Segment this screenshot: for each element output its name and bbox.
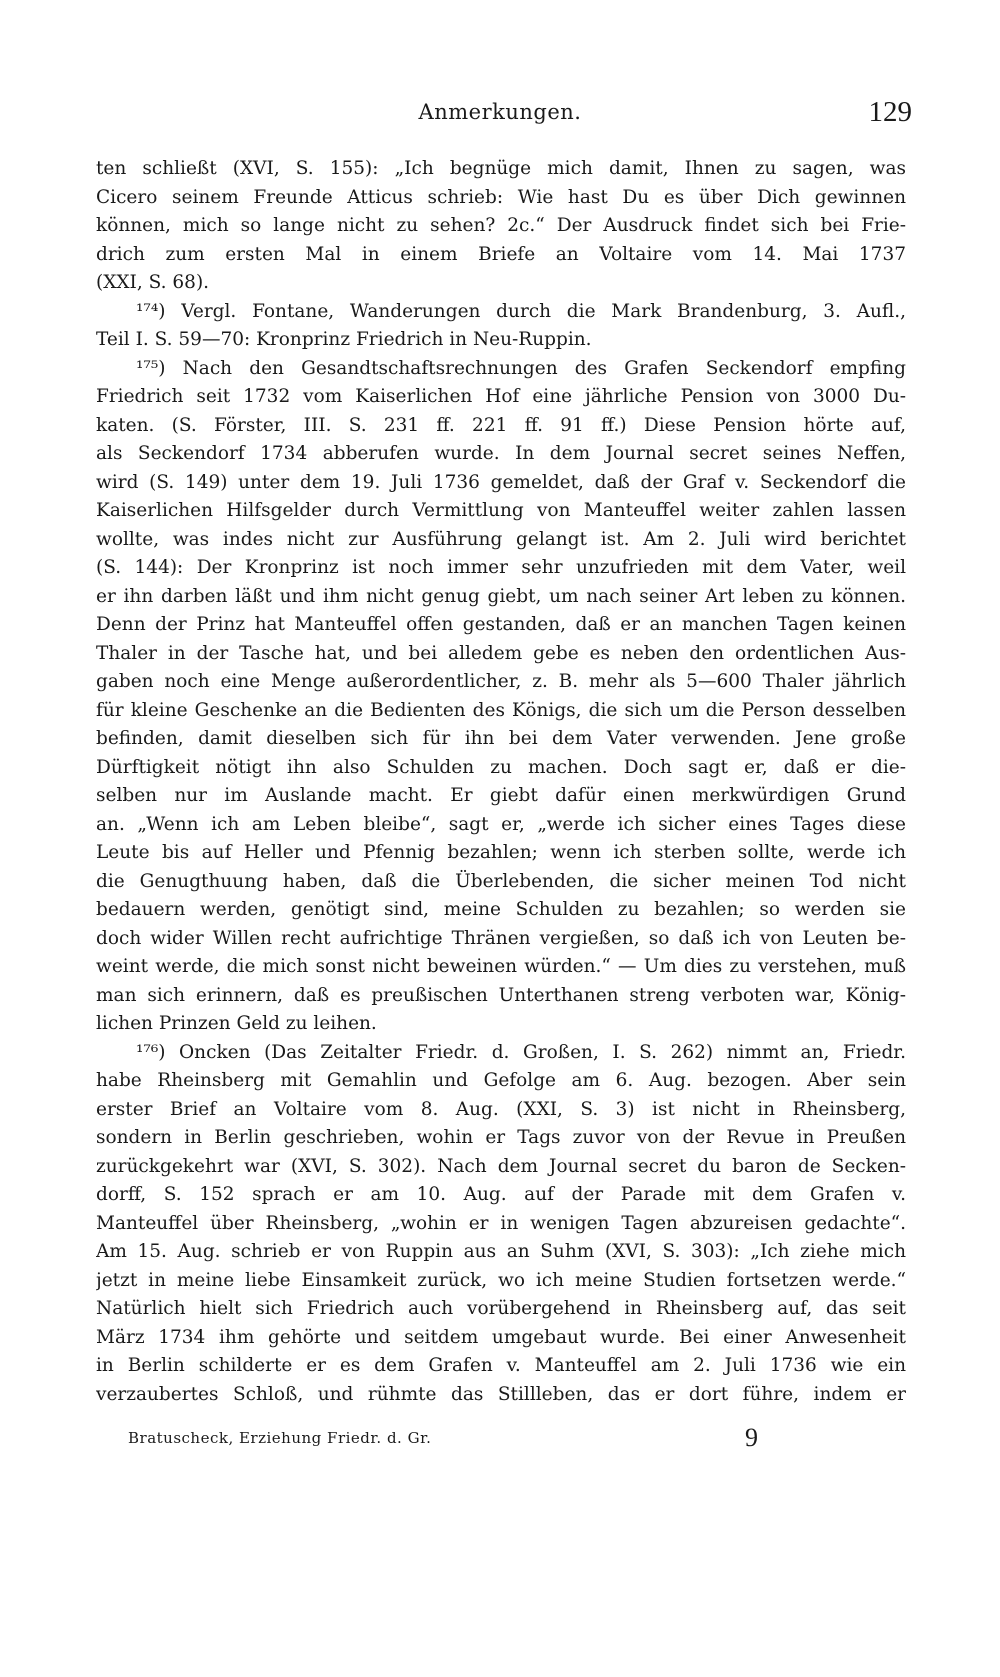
text-line: zurückgekehrt war (XVI, S. 302). Nach dem Journal secret du baron de Secken-: [96, 1155, 906, 1177]
text-line: in Berlin schilderte er es dem Grafen v. Manteuffel am 2. Juli 1736 wie ein: [96, 1355, 906, 1376]
text-line: Natürlich hielt sich Friedrich auch vorübergehend in Rheinsberg auf, das seit: [96, 1298, 906, 1319]
text-line: die Genugthuung haben, daß die Überlebenden, die sicher meinen Tod nicht: [96, 870, 906, 892]
text-line: befinden, damit dieselben sich für ihn bei dem Vater verwenden. Jene große: [96, 728, 906, 749]
text-line: selben nur im Auslande macht. Er giebt dafür einen merkwürdigen Grund: [96, 785, 906, 806]
text-line: weint werde, die mich sonst nicht beweinen würden.“ — Um dies zu verstehen, muß: [96, 956, 906, 977]
text-line: an. „Wenn ich am Leben bleibe“, sagt er, „werde ich sicher eines Tages diese: [96, 813, 906, 835]
text-line: als Seckendorf 1734 abberufen wurde. In dem Journal secret seines Neffen,: [96, 443, 906, 464]
body-text: [96, 155, 906, 1409]
text-line: wollte, was indes nicht zur Ausführung gelangt ist. Am 2. Juli wird berichtet: [96, 528, 906, 550]
text-line: (XXI, S. 68).: [96, 272, 210, 293]
text-line: Friedrich seit 1732 vom Kaiserlichen Hof eine jährliche Pension von 3000 Du-: [96, 386, 906, 407]
text-line: verzaubertes Schloß, und rühmte das Stillleben, das er dort führe, indem er: [96, 1383, 906, 1405]
text-line: man sich erinnern, daß es preußischen Unterthanen streng verboten war, König-: [96, 984, 906, 1006]
text-line: Manteuffel über Rheinsberg, „wohin er in wenigen Tagen abzureisen gedachte“.: [96, 1212, 906, 1234]
text-line: drich zum ersten Mal in einem Briefe an Voltaire vom 14. Mai 1737: [96, 243, 906, 265]
running-head: [0, 96, 1000, 136]
text-line: Teil I. S. 59—70: Kronprinz Friedrich in Neu-Ruppin.: [96, 329, 592, 350]
footnote-175: ¹⁷⁵) Nach den Gesandtschaftsrechnungen des Grafen Seckendorf empfing: [136, 357, 906, 379]
text-line: sondern in Berlin geschrieben, wohin er Tags zuvor von der Revue in Preußen: [96, 1127, 906, 1148]
text-line: er ihn darben läßt und ihm nicht genug giebt, um nach seiner Art leben zu können.: [96, 585, 906, 607]
text-line: Leute bis auf Heller und Pfennig bezahlen; wenn ich sterben sollte, werde ich: [96, 842, 906, 863]
page-footer: [128, 1423, 758, 1457]
text-line: wird (S. 149) unter dem 19. Juli 1736 gemeldet, daß der Graf v. Seckendorf die: [96, 471, 906, 493]
text-line: Kaiserlichen Hilfsgelder durch Vermittlung von Manteuffel weiter zahlen lassen: [96, 500, 906, 521]
footnote-174: ¹⁷⁴) Vergl. Fontane, Wanderungen durch die Mark Brandenburg, 3. Aufl.,: [136, 300, 906, 322]
text-line: (S. 144): Der Kronprinz ist noch immer sehr unzufrieden mit dem Vater, weil: [96, 557, 906, 578]
text-line: gaben noch eine Menge außerordentlicher, z. B. mehr als 5—600 Thaler jährlich: [96, 671, 906, 692]
page-number: 129: [868, 96, 912, 128]
text-line: doch wider Willen recht aufrichtige Thränen vergießen, so daß ich von Leuten be-: [96, 927, 906, 949]
footnote-176: ¹⁷⁶) Oncken (Das Zeitalter Friedr. d. Großen, I. S. 262) nimmt an, Friedr.: [136, 1041, 906, 1063]
text-line: habe Rheinsberg mit Gemahlin und Gefolge am 6. Aug. bezogen. Aber sein: [96, 1070, 906, 1091]
text-line: bedauern werden, genötigt sind, meine Schulden zu bezahlen; so werden sie: [96, 899, 906, 920]
signature-mark: 9: [745, 1423, 758, 1452]
footer-citation: Bratuscheck, Erziehung Friedr. d. Gr.: [128, 1429, 432, 1447]
text-line: dorff, S. 152 sprach er am 10. Aug. auf der Parade mit dem Grafen v.: [96, 1184, 906, 1205]
text-line: Thaler in der Tasche hat, und bei alledem gebe es neben den ordentlichen Aus-: [96, 642, 906, 664]
text-line: lichen Prinzen Geld zu leihen.: [96, 1013, 377, 1034]
text-line: ten schließt (XVI, S. 155): „Ich begnüge mich damit, Ihnen zu sagen, was: [96, 158, 906, 179]
text-line: Denn der Prinz hat Manteuffel offen gestanden, daß er an manchen Tagen keinen: [96, 614, 906, 635]
page-title: Anmerkungen.: [418, 100, 582, 124]
text-line: Am 15. Aug. schrieb er von Ruppin aus an Suhm (XVI, S. 303): „Ich ziehe mich: [96, 1241, 906, 1262]
text-line: März 1734 ihm gehörte und seitdem umgebaut wurde. Bei einer Anwesenheit: [96, 1326, 906, 1348]
text-line: katen. (S. Förster, III. S. 231 ff. 221 ff. 91 ff.) Diese Pension hörte auf,: [96, 414, 906, 436]
text-line: können, mich so lange nicht zu sehen? 2c.“ Der Ausdruck findet sich bei Frie-: [96, 215, 906, 236]
text-line: Dürftigkeit nötigt ihn also Schulden zu machen. Doch sagt er, daß er die-: [96, 756, 906, 778]
text-line: jetzt in meine liebe Einsamkeit zurück, wo ich meine Studien fortsetzen werde.“: [96, 1269, 906, 1291]
text-line: für kleine Geschenke an die Bedienten des Königs, die sich um die Person desselben: [96, 699, 906, 721]
text-line: erster Brief an Voltaire vom 8. Aug. (XXI, S. 3) ist nicht in Rheinsberg,: [96, 1098, 906, 1120]
text-line: Cicero seinem Freunde Atticus schrieb: Wie hast Du es über Dich gewinnen: [96, 186, 906, 208]
